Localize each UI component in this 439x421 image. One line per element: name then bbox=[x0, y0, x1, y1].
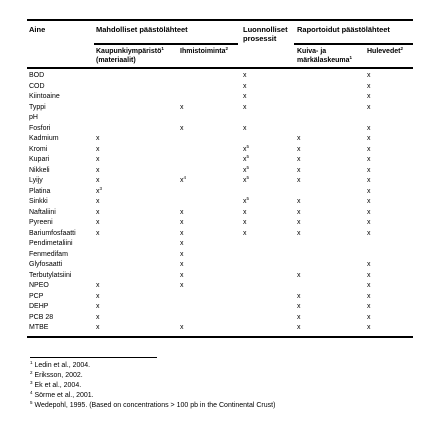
cell-hulevedet-value: x bbox=[367, 208, 371, 216]
cell-kaupunkiymparisto-value: x bbox=[96, 313, 100, 321]
footnote bbox=[30, 371, 275, 381]
cell-kaupunkiymparisto-value: x bbox=[96, 145, 100, 153]
cell-name bbox=[29, 113, 38, 124]
cell-hulevedet-value: x bbox=[367, 313, 371, 321]
cell-hulevedet-value: x bbox=[367, 72, 371, 79]
header-mahdolliset: Mahdolliset päästölähteet bbox=[96, 25, 188, 34]
cell-kaupunkiymparisto-value: x bbox=[96, 324, 100, 331]
subheader-ihmistoiminta-text: Ihmistoiminta bbox=[180, 48, 226, 55]
cell-kaupunkiymparisto bbox=[96, 302, 100, 313]
cell-kuiva-marka-value: x bbox=[297, 156, 301, 163]
cell-name-value: Kromi bbox=[29, 145, 48, 153]
cell-hulevedet bbox=[367, 208, 371, 219]
cell-ihmistoiminta-value: x bbox=[180, 103, 184, 111]
cell-ihmistoiminta bbox=[180, 229, 184, 240]
cell-kaupunkiymparisto bbox=[96, 187, 102, 198]
cell-hulevedet-value: x bbox=[367, 282, 371, 289]
cell-kuiva-marka-value: x bbox=[297, 292, 301, 300]
cell-kaupunkiymparisto bbox=[96, 155, 100, 166]
cell-kuiva-marka bbox=[297, 176, 301, 187]
cell-kuiva-marka bbox=[297, 271, 301, 282]
cell-ihmistoiminta-value: x bbox=[180, 324, 184, 331]
cell-hulevedet-value: x bbox=[367, 229, 371, 237]
subheader-hulevedet-text: Hulevedet bbox=[367, 48, 401, 55]
cell-kaupunkiymparisto bbox=[96, 134, 100, 145]
cell-hulevedet bbox=[367, 302, 371, 313]
cell-kuiva-marka-value: x bbox=[297, 135, 301, 142]
cell-kuiva-marka-value: x bbox=[297, 166, 301, 174]
cell-kaupunkiymparisto-value: x bbox=[96, 187, 100, 195]
footnote-text: Ledin et al., 2004. bbox=[34, 362, 91, 369]
footnote-number: 5 bbox=[30, 400, 33, 405]
cell-ihmistoiminta-value: x bbox=[180, 261, 184, 268]
cell-hulevedet-value: x bbox=[367, 93, 371, 100]
cell-hulevedet-value: x bbox=[367, 135, 371, 142]
cell-hulevedet bbox=[367, 176, 371, 187]
cell-name bbox=[29, 229, 76, 240]
cell-hulevedet bbox=[367, 323, 371, 334]
cell-name bbox=[29, 134, 59, 145]
cell-hulevedet bbox=[367, 124, 371, 135]
cell-hulevedet-value: x bbox=[367, 261, 371, 268]
table-row bbox=[0, 239, 439, 250]
cell-hulevedet-value: x bbox=[367, 271, 371, 279]
table-row bbox=[0, 260, 439, 271]
table-row bbox=[0, 302, 439, 313]
cell-kuiva-marka-value: x bbox=[297, 313, 301, 321]
footnote bbox=[30, 381, 275, 391]
cell-kuiva-marka-value: x bbox=[297, 177, 301, 184]
cell-hulevedet-value: x bbox=[367, 303, 371, 310]
cell-hulevedet bbox=[367, 134, 371, 145]
cell-hulevedet bbox=[367, 71, 371, 82]
table-row bbox=[0, 82, 439, 93]
cell-hulevedet-value: x bbox=[367, 324, 371, 331]
cell-luonnolliset-footnote-ref: 5 bbox=[246, 164, 250, 170]
cell-luonnolliset-value: x bbox=[243, 82, 247, 90]
cell-ihmistoiminta-value: x bbox=[180, 208, 184, 216]
cell-kaupunkiymparisto bbox=[96, 281, 100, 292]
table-row bbox=[0, 166, 439, 177]
cell-luonnolliset bbox=[243, 229, 247, 240]
cell-ihmistoiminta bbox=[180, 260, 184, 271]
cell-hulevedet bbox=[367, 187, 371, 198]
cell-name bbox=[29, 166, 50, 177]
cell-kuiva-marka bbox=[297, 197, 301, 208]
table-row bbox=[0, 323, 439, 334]
cell-kaupunkiymparisto bbox=[96, 166, 100, 177]
cell-luonnolliset bbox=[243, 208, 247, 219]
subheader-kuiva-text: märkälaskeuma bbox=[297, 57, 350, 64]
cell-ihmistoiminta-footnote-ref: 4 bbox=[183, 175, 187, 180]
cell-name-value: Fenmedifam bbox=[29, 250, 68, 258]
cell-luonnolliset-value: x bbox=[243, 156, 247, 163]
table-row bbox=[0, 313, 439, 324]
cell-ihmistoiminta bbox=[180, 103, 184, 114]
header-raportoidut: Raportoidut päästölähteet bbox=[297, 25, 390, 34]
cell-luonnolliset-footnote-ref: 5 bbox=[246, 154, 250, 159]
cell-kuiva-marka bbox=[297, 292, 301, 303]
cell-kuiva-marka bbox=[297, 208, 301, 219]
table-row bbox=[0, 271, 439, 282]
cell-name bbox=[29, 323, 48, 334]
cell-hulevedet-value: x bbox=[367, 145, 371, 153]
cell-luonnolliset bbox=[243, 176, 249, 187]
cell-hulevedet bbox=[367, 92, 371, 103]
cell-luonnolliset-value: x bbox=[243, 124, 247, 132]
group-rule-mahdolliset bbox=[94, 43, 238, 45]
table-bottom-rule bbox=[27, 336, 413, 338]
cell-ihmistoiminta-value: x bbox=[180, 271, 184, 279]
cell-name-value: Typpi bbox=[29, 103, 46, 111]
cell-name bbox=[29, 281, 49, 292]
subheader-kuiva-footnote-ref: 1 bbox=[349, 55, 353, 60]
cell-kuiva-marka bbox=[297, 166, 301, 177]
subheader-kuiva-line2 bbox=[297, 57, 352, 65]
cell-luonnolliset bbox=[243, 82, 247, 93]
cell-name bbox=[29, 176, 43, 187]
cell-kuiva-marka-value: x bbox=[297, 208, 301, 216]
cell-luonnolliset bbox=[243, 71, 247, 82]
cell-kaupunkiymparisto-value: x bbox=[96, 208, 100, 216]
footnote-number: 1 bbox=[30, 360, 33, 365]
table-row bbox=[0, 218, 439, 229]
cell-name bbox=[29, 124, 50, 135]
footnote bbox=[30, 361, 275, 371]
cell-hulevedet bbox=[367, 145, 371, 156]
cell-kuiva-marka bbox=[297, 229, 301, 240]
footnotes bbox=[30, 361, 275, 411]
cell-hulevedet bbox=[367, 103, 371, 114]
cell-kuiva-marka bbox=[297, 134, 301, 145]
cell-name bbox=[29, 187, 50, 198]
cell-name bbox=[29, 92, 60, 103]
cell-name bbox=[29, 302, 48, 313]
cell-kaupunkiymparisto bbox=[96, 145, 100, 156]
cell-name bbox=[29, 260, 62, 271]
footnote-text: Wedepohl, 1995. (Based on concentrations > 100 pb in the Continental Crust) bbox=[34, 402, 276, 409]
cell-luonnolliset bbox=[243, 92, 247, 103]
cell-ihmistoiminta-value: x bbox=[180, 177, 184, 184]
table-row bbox=[0, 134, 439, 145]
cell-kuiva-marka bbox=[297, 218, 301, 229]
cell-name-value: Fosfori bbox=[29, 124, 51, 132]
table-row bbox=[0, 292, 439, 303]
table-row bbox=[0, 155, 439, 166]
cell-ihmistoiminta-value: x bbox=[180, 240, 184, 247]
cell-name-value: Naftaliini bbox=[29, 208, 56, 216]
cell-hulevedet-value: x bbox=[367, 166, 371, 174]
cell-name bbox=[29, 71, 44, 82]
cell-ihmistoiminta bbox=[180, 281, 184, 292]
cell-luonnolliset-value: x bbox=[243, 145, 247, 153]
cell-kaupunkiymparisto bbox=[96, 208, 100, 219]
cell-name bbox=[29, 82, 45, 93]
cell-kuiva-marka-value: x bbox=[297, 219, 301, 226]
cell-kuiva-marka bbox=[297, 155, 301, 166]
cell-hulevedet bbox=[367, 82, 371, 93]
table-row bbox=[0, 103, 439, 114]
cell-name bbox=[29, 208, 56, 219]
cell-ihmistoiminta bbox=[180, 176, 186, 187]
cell-luonnolliset bbox=[243, 124, 247, 135]
subheader-hulevedet bbox=[367, 48, 403, 56]
cell-name-value: Terbutylatsiini bbox=[29, 271, 72, 279]
header-luonnolliset-line2: prosessit bbox=[243, 34, 277, 43]
header-luonnolliset-line1: Luonnolliset bbox=[243, 25, 288, 34]
cell-name-value: Nikkeli bbox=[29, 166, 50, 174]
cell-hulevedet bbox=[367, 155, 371, 166]
cell-name-value: Kiintoaine bbox=[29, 93, 60, 100]
cell-name-value: DEHP bbox=[29, 303, 49, 310]
header-aine: Aine bbox=[29, 25, 46, 34]
cell-name-value: Lyijy bbox=[29, 177, 43, 184]
table-row bbox=[0, 229, 439, 240]
cell-ihmistoiminta bbox=[180, 218, 184, 229]
cell-kuiva-marka-value: x bbox=[297, 303, 301, 310]
cell-kaupunkiymparisto-value: x bbox=[96, 219, 100, 226]
cell-hulevedet bbox=[367, 260, 371, 271]
cell-kuiva-marka-value: x bbox=[297, 145, 301, 153]
cell-kuiva-marka-value: x bbox=[297, 229, 301, 237]
cell-luonnolliset-value: x bbox=[243, 208, 247, 216]
cell-kaupunkiymparisto-value: x bbox=[96, 303, 100, 310]
cell-luonnolliset bbox=[243, 103, 247, 114]
subheader-hulevedet-footnote-ref: 2 bbox=[400, 46, 403, 51]
cell-hulevedet-value: x bbox=[367, 156, 371, 163]
cell-kuiva-marka bbox=[297, 145, 301, 156]
table-row bbox=[0, 250, 439, 261]
header-bottom-rule bbox=[27, 67, 413, 69]
cell-hulevedet bbox=[367, 166, 371, 177]
subheader-kaupunki-line2: (materiaalit) bbox=[96, 57, 136, 64]
cell-name bbox=[29, 145, 47, 156]
cell-hulevedet bbox=[367, 218, 371, 229]
cell-name-value: Sinkki bbox=[29, 198, 48, 205]
cell-luonnolliset-footnote-ref: 5 bbox=[246, 196, 250, 201]
footnote bbox=[30, 401, 275, 411]
cell-hulevedet bbox=[367, 271, 371, 282]
cell-kuiva-marka-value: x bbox=[297, 324, 301, 331]
cell-luonnolliset-value: x bbox=[243, 72, 247, 79]
cell-ihmistoiminta-value: x bbox=[180, 250, 184, 258]
cell-name-value: pH bbox=[29, 114, 38, 121]
cell-ihmistoiminta bbox=[180, 239, 184, 250]
cell-name-value: PCB 28 bbox=[29, 313, 54, 321]
group-rule-raportoidut bbox=[294, 43, 413, 45]
cell-luonnolliset-value: x bbox=[243, 198, 247, 205]
cell-luonnolliset-value: x bbox=[243, 177, 247, 184]
cell-hulevedet bbox=[367, 229, 371, 240]
cell-name-value: COD bbox=[29, 82, 45, 90]
table-row bbox=[0, 71, 439, 82]
footnote-number: 4 bbox=[30, 390, 33, 395]
cell-kaupunkiymparisto bbox=[96, 323, 100, 334]
cell-name bbox=[29, 271, 71, 282]
cell-luonnolliset bbox=[243, 197, 249, 208]
subheader-kaupunki bbox=[96, 48, 164, 56]
table-row bbox=[0, 145, 439, 156]
table-row bbox=[0, 187, 439, 198]
cell-ihmistoiminta bbox=[180, 250, 184, 261]
subheader-ihmistoiminta bbox=[180, 48, 228, 56]
cell-ihmistoiminta bbox=[180, 124, 184, 135]
cell-luonnolliset-value: x bbox=[243, 166, 247, 174]
cell-kaupunkiymparisto bbox=[96, 197, 100, 208]
cell-kuiva-marka bbox=[297, 313, 301, 324]
footnote-number: 3 bbox=[30, 380, 33, 385]
cell-name bbox=[29, 239, 73, 250]
cell-name bbox=[29, 218, 53, 229]
cell-hulevedet bbox=[367, 313, 371, 324]
cell-kaupunkiymparisto-value: x bbox=[96, 135, 100, 142]
footnote-text: Ek et al., 2004. bbox=[34, 382, 82, 389]
cell-name-value: Pendimetaliini bbox=[29, 240, 73, 247]
cell-hulevedet bbox=[367, 197, 371, 208]
cell-kaupunkiymparisto-footnote-ref: 3 bbox=[99, 185, 103, 191]
table-row bbox=[0, 92, 439, 103]
cell-hulevedet-value: x bbox=[367, 124, 371, 132]
cell-luonnolliset-value: x bbox=[243, 103, 247, 111]
footnote bbox=[30, 391, 275, 401]
cell-name-value: Bariumfosfaatti bbox=[29, 229, 76, 237]
cell-hulevedet-value: x bbox=[367, 187, 371, 195]
cell-name bbox=[29, 155, 49, 166]
cell-name bbox=[29, 197, 48, 208]
cell-hulevedet-value: x bbox=[367, 103, 371, 111]
cell-name bbox=[29, 292, 43, 303]
cell-hulevedet-value: x bbox=[367, 198, 371, 205]
cell-kaupunkiymparisto-value: x bbox=[96, 282, 100, 289]
cell-luonnolliset-value: x bbox=[243, 229, 247, 237]
table-body bbox=[0, 71, 439, 334]
cell-hulevedet-value: x bbox=[367, 292, 371, 300]
cell-kaupunkiymparisto-value: x bbox=[96, 198, 100, 205]
footnote-separator bbox=[30, 357, 157, 358]
cell-kaupunkiymparisto bbox=[96, 292, 100, 303]
subheader-ihmistoiminta-footnote-ref: 2 bbox=[225, 46, 229, 51]
table-row bbox=[0, 197, 439, 208]
cell-name bbox=[29, 250, 68, 261]
footnote-text: Sörme et al., 2001. bbox=[34, 392, 94, 399]
table-row bbox=[0, 208, 439, 219]
subheader-kaupunki-footnote-ref: 1 bbox=[161, 46, 164, 51]
cell-kaupunkiymparisto-value: x bbox=[96, 229, 100, 237]
cell-kuiva-marka-value: x bbox=[297, 198, 301, 205]
subheader-kaupunki-text: Kaupunkiympäristö bbox=[96, 48, 162, 55]
cell-name-value: MTBE bbox=[29, 324, 49, 331]
cell-hulevedet-value: x bbox=[367, 177, 371, 184]
table-row bbox=[0, 113, 439, 124]
cell-kaupunkiymparisto bbox=[96, 313, 100, 324]
cell-name bbox=[29, 103, 46, 114]
cell-ihmistoiminta-value: x bbox=[180, 229, 184, 237]
footnote-number: 2 bbox=[30, 370, 33, 375]
cell-hulevedet-value: x bbox=[367, 219, 371, 226]
cell-luonnolliset-value: x bbox=[243, 219, 247, 226]
table-row bbox=[0, 176, 439, 187]
cell-name-value: PCP bbox=[29, 292, 44, 300]
cell-name-value: NPEO bbox=[29, 282, 49, 289]
cell-kaupunkiymparisto-value: x bbox=[96, 166, 100, 174]
cell-ihmistoiminta bbox=[180, 323, 184, 334]
cell-kaupunkiymparisto bbox=[96, 218, 100, 229]
cell-luonnolliset bbox=[243, 218, 247, 229]
cell-hulevedet bbox=[367, 281, 371, 292]
cell-luonnolliset-footnote-ref: 5 bbox=[246, 143, 250, 149]
cell-name-value: Kadmium bbox=[29, 135, 59, 142]
cell-name-value: BOD bbox=[29, 72, 45, 79]
cell-hulevedet bbox=[367, 292, 371, 303]
cell-name-value: Kupari bbox=[29, 156, 50, 163]
cell-name-value: Platina bbox=[29, 187, 51, 195]
table-row bbox=[0, 281, 439, 292]
cell-name bbox=[29, 313, 53, 324]
cell-kaupunkiymparisto bbox=[96, 229, 100, 240]
cell-kuiva-marka-value: x bbox=[297, 271, 301, 279]
footnote-text: Eriksson, 2002. bbox=[34, 372, 83, 379]
cell-kaupunkiymparisto-value: x bbox=[96, 177, 100, 184]
cell-kaupunkiymparisto-value: x bbox=[96, 292, 100, 300]
cell-luonnolliset-value: x bbox=[243, 93, 247, 100]
cell-luonnolliset-footnote-ref: 5 bbox=[246, 175, 250, 180]
table-row bbox=[0, 124, 439, 135]
cell-ihmistoiminta-value: x bbox=[180, 282, 184, 289]
cell-name-value: Pyreeni bbox=[29, 219, 53, 226]
subheader-kuiva: Kuiva- ja bbox=[297, 48, 327, 55]
cell-kuiva-marka bbox=[297, 323, 301, 334]
cell-kuiva-marka bbox=[297, 302, 301, 313]
cell-ihmistoiminta-value: x bbox=[180, 219, 184, 226]
cell-ihmistoiminta bbox=[180, 271, 184, 282]
cell-ihmistoiminta bbox=[180, 208, 184, 219]
cell-ihmistoiminta-value: x bbox=[180, 124, 184, 132]
cell-name-value: Glyfosaatti bbox=[29, 261, 63, 268]
cell-kaupunkiymparisto-value: x bbox=[96, 156, 100, 163]
table-top-rule bbox=[27, 19, 413, 21]
cell-hulevedet-value: x bbox=[367, 82, 371, 90]
